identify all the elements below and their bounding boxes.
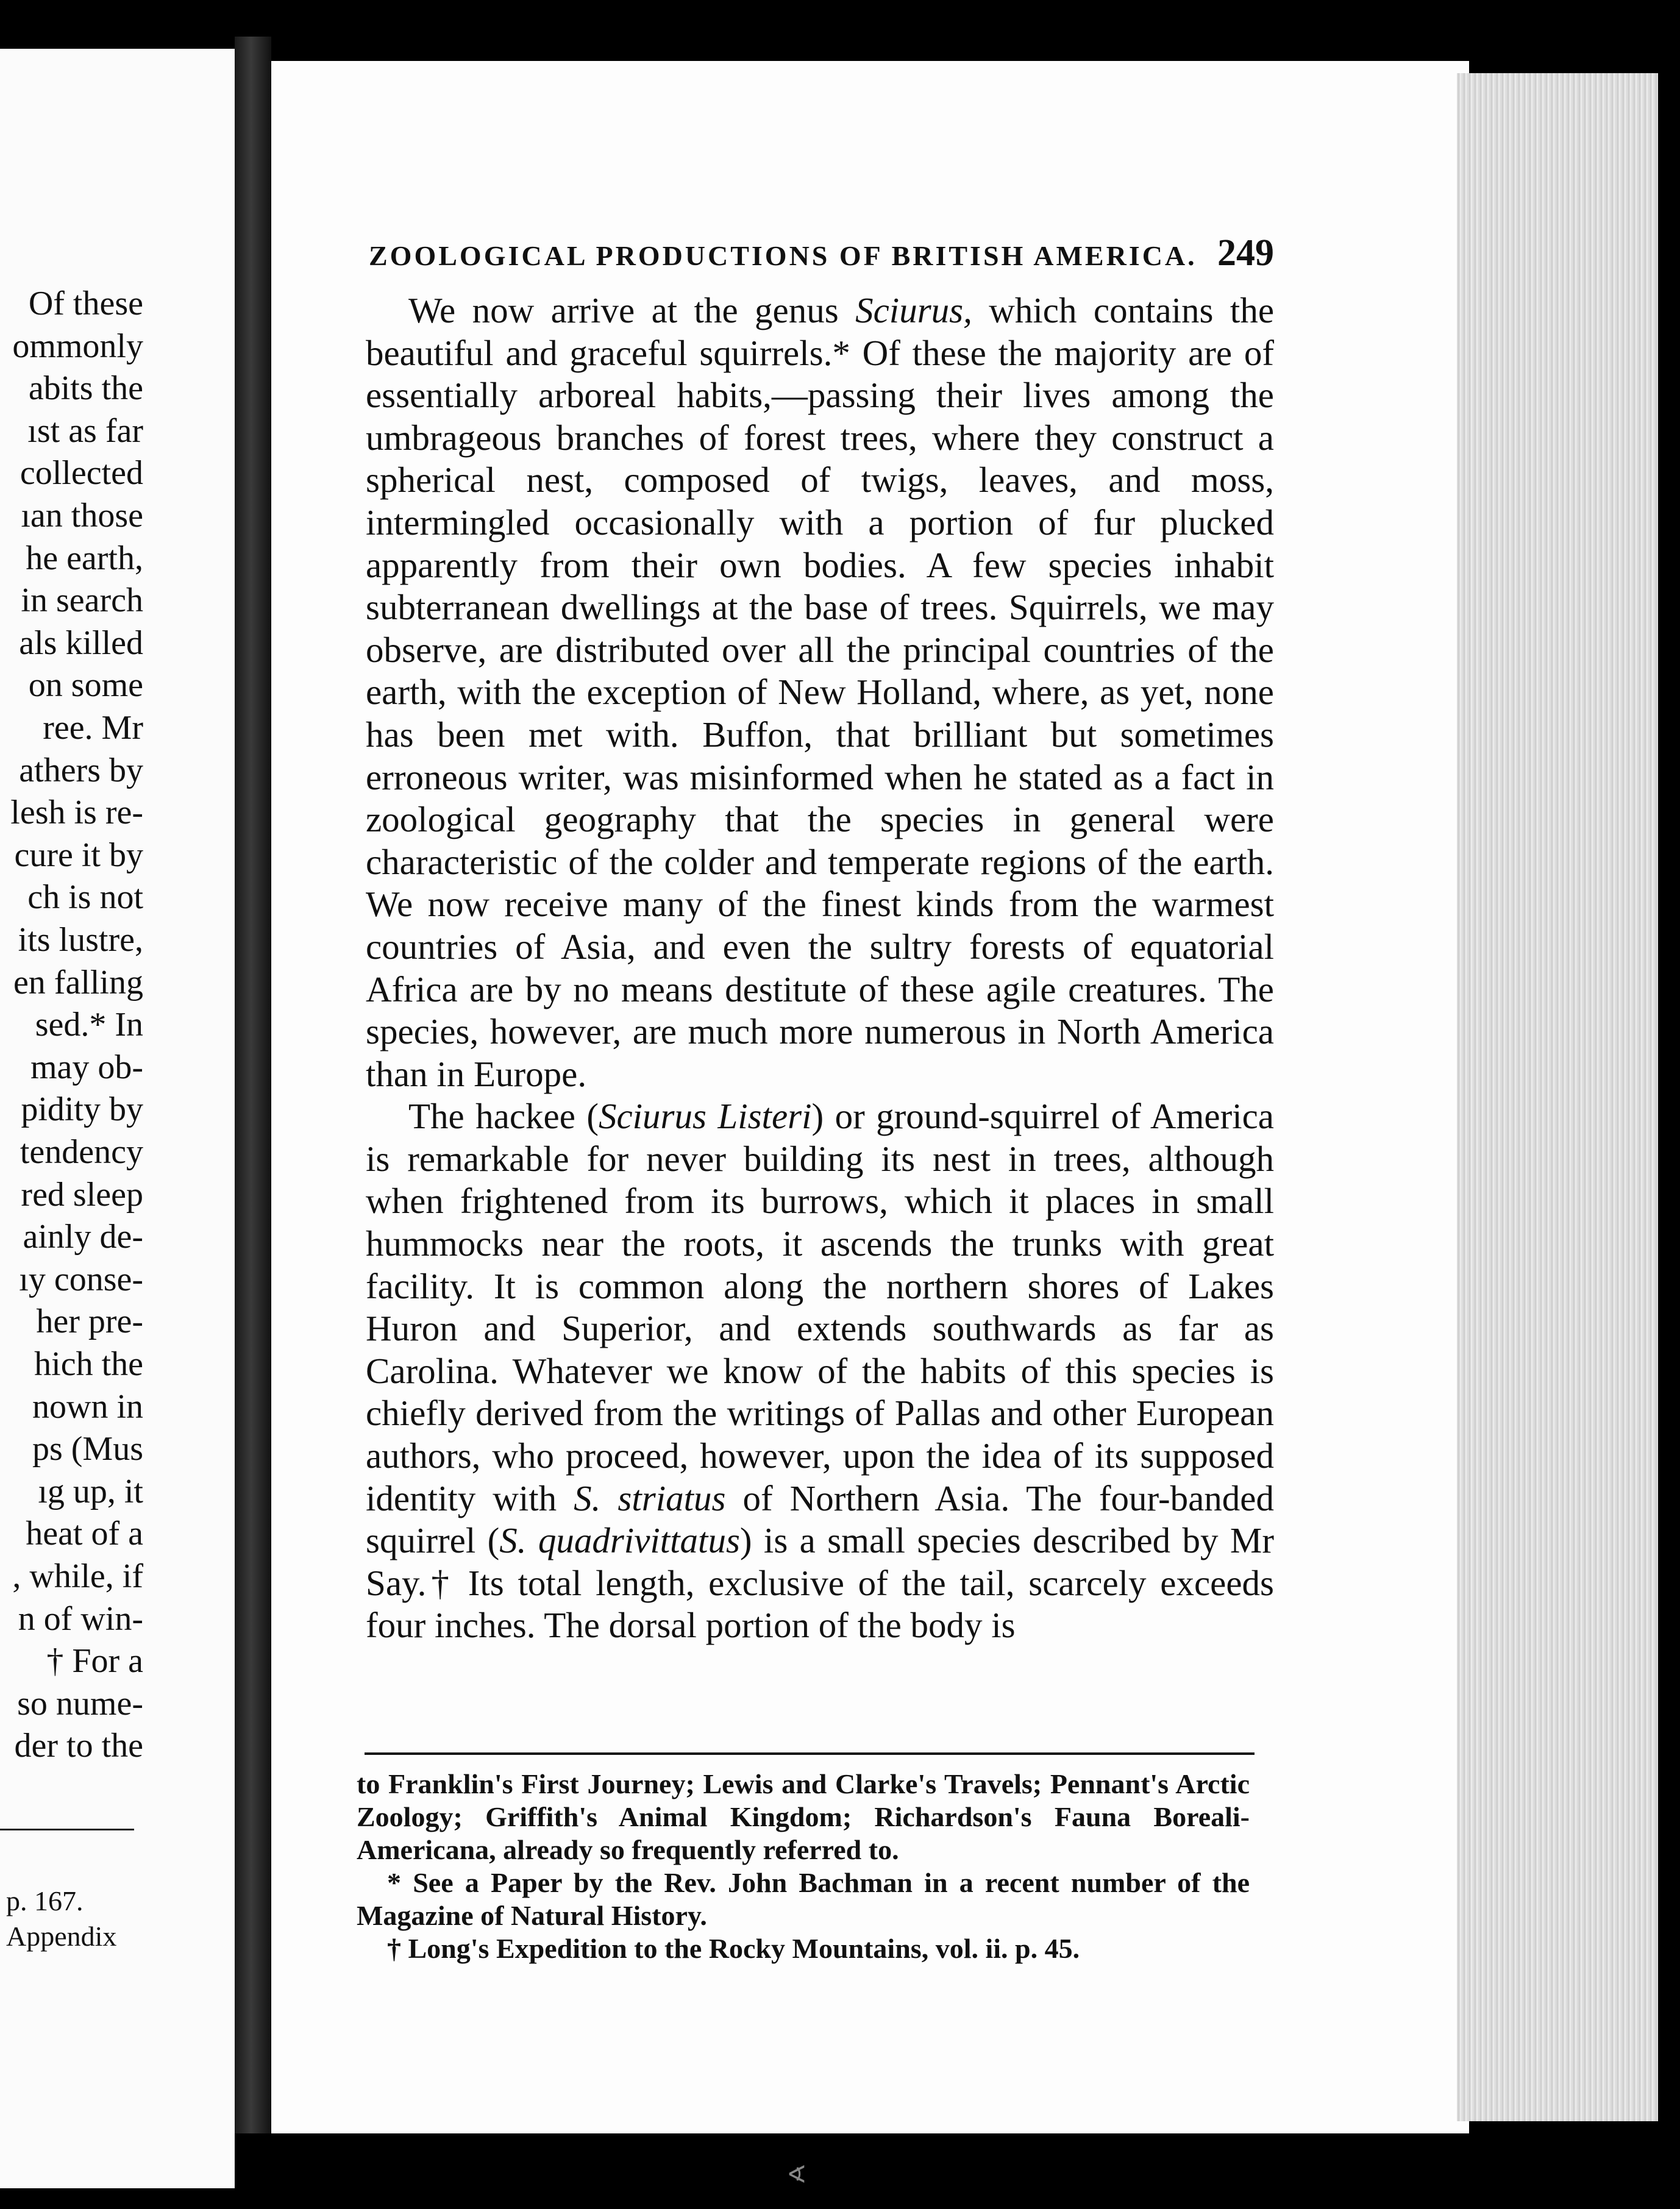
- previous-page-line: ainly de-: [23, 1218, 143, 1256]
- footnotes: [357, 1768, 1250, 1965]
- paragraph: [366, 1095, 1274, 1647]
- page-number: 249: [1217, 232, 1274, 274]
- previous-page-line: nown in: [32, 1387, 143, 1426]
- scan-mark: ∢: [786, 2161, 807, 2189]
- previous-page-line: red sleep: [21, 1175, 143, 1214]
- text-run: ) is a small species described by Mr Say.† Its total length, exclusive of the tail, scarcely exceeds four inches. The dorsal portion of the body is: [366, 1520, 1274, 1646]
- page-edges: [1457, 73, 1658, 2121]
- previous-page-line: ommonly: [12, 327, 143, 365]
- previous-page-line: abits the: [28, 369, 143, 408]
- previous-page-line: so nume-: [17, 1684, 143, 1723]
- footnote-star: * See a Paper by the Rev. John Bachman in a recent number of the Magazine of Natural History.: [357, 1867, 1250, 1931]
- paragraph: [366, 290, 1274, 1095]
- previous-page-line: ıst as far: [27, 411, 143, 450]
- previous-page-line: , while, if: [12, 1557, 143, 1595]
- running-head: [369, 232, 1274, 275]
- previous-page-line: pidity by: [21, 1090, 143, 1129]
- previous-page-line: ps (Mus: [32, 1430, 143, 1468]
- previous-page-line: cure it by: [14, 836, 143, 874]
- text-run: We now arrive at the genus: [408, 290, 856, 330]
- body-text: [366, 290, 1274, 1647]
- previous-page-line: n of win-: [18, 1599, 143, 1638]
- text-run: which contains the beautiful and graceful squirrels.* Of these the majority are of essentially arboreal habits,—passing their lives among the umbrageous branches of forest trees, where they construct a spherical nest, composed of twigs, leaves, and moss, intermingled occasionally with a portion of fur plucked apparently from their own bodies. A few species inhabit subterranean dwellings at the base of trees. Squirrels, we may observe, are distributed over all the principal countries of the earth, with the exception of New Holland, where, as yet, none has been met with. Buffon, that brilliant but sometimes erroneous writer, was misinformed when he stated as a fact in zoological geography that the species in general were characteristic of the colder and temperate regions of the earth. We now receive many of the finest kinds from the warmest countries of Asia, and even the sultry forests of equatorial Africa are by no means destitute of these agile creatures. The species, however, are much more numerous in North America than in Europe.: [366, 290, 1275, 1094]
- previous-page-line: Of these: [28, 285, 143, 322]
- previous-page-line: collected: [20, 454, 143, 493]
- previous-page-line: on some: [28, 666, 143, 705]
- previous-page-line: her pre-: [36, 1303, 143, 1341]
- previous-page-line: ıan those: [21, 497, 143, 535]
- previous-page-line: ree. Mr: [43, 709, 143, 747]
- previous-page-footnotes: [6, 1884, 116, 1954]
- previous-page-footnote-rule: [0, 1829, 134, 1830]
- previous-page-line: ch is not: [27, 878, 143, 917]
- previous-page-line: hich the: [34, 1345, 143, 1383]
- footnote-rule: [365, 1752, 1255, 1755]
- previous-page-line: sed.* In: [35, 1006, 143, 1044]
- previous-page-line: ıy conse-: [19, 1260, 143, 1298]
- previous-page-line: its lustre,: [18, 921, 143, 959]
- previous-page-line: als killed: [19, 624, 143, 662]
- previous-page-line: der to the: [14, 1727, 143, 1765]
- footnote-dagger: † Long's Expedition to the Rocky Mountains, vol. ii. p. 45.: [387, 1933, 1080, 1964]
- text-run: The hackee (: [408, 1096, 599, 1137]
- footnote-continued: to Franklin's First Journey; Lewis and Clarke's Travels; Pennant's Arctic Zoology; Griffith's Animal Kingdom; Richardson's Fauna Boreali-Americana, already so frequently referred to.: [357, 1768, 1250, 1865]
- previous-page-line: heat of a: [26, 1515, 143, 1553]
- previous-page: [0, 49, 235, 2188]
- text-run: of Northern Asia. The four-banded squirrel (: [366, 1478, 1274, 1561]
- previous-page-footnote-line: p. 167.: [6, 1885, 84, 1916]
- previous-page-line: tendency: [20, 1133, 143, 1171]
- previous-page-line: † For a: [46, 1642, 143, 1681]
- text-run: ) or ground-squirrel of America is remarkable for never building its nest in trees, although when frightened from its burrows, which it places in small hummocks near the roots, it ascends the trunks with great facility. It is common along the northern shores of Lakes Huron and Superior, and extends southwards as far as Carolina. Whatever we know of the habits of this species is chiefly derived from the writings of Pallas and other European authors, who proceed, however, upon the idea of its supposed identity with: [366, 1096, 1274, 1518]
- previous-page-line: en falling: [13, 963, 143, 1001]
- book-gutter: [235, 37, 271, 2133]
- previous-page-line: he earth,: [26, 539, 143, 577]
- italic-species-name: S. striatus: [574, 1478, 726, 1518]
- italic-species-name: Sciurus Listeri: [598, 1096, 812, 1137]
- previous-page-line: lesh is re-: [10, 794, 143, 832]
- previous-page-line: in search: [21, 582, 143, 620]
- previous-page-line: ıg up, it: [38, 1472, 143, 1510]
- previous-page-line: athers by: [19, 751, 143, 789]
- previous-page-line: may ob-: [30, 1048, 143, 1086]
- previous-page-footnote-line: Appendix: [6, 1921, 117, 1952]
- italic-species-name: S. quadrivittatus: [499, 1520, 740, 1561]
- italic-genus-name: Sciurus,: [855, 290, 972, 330]
- running-head-title: ZOOLOGICAL PRODUCTIONS OF BRITISH AMERICA.: [369, 240, 1197, 271]
